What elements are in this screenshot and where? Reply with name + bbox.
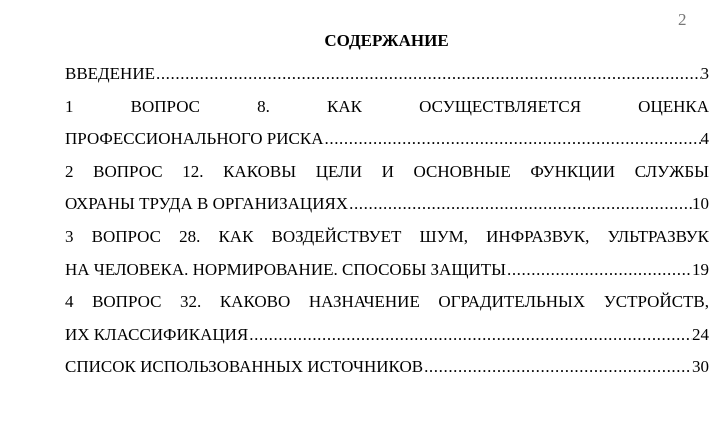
- toc-entry-title-line: 3 ВОПРОС 28. КАК ВОЗДЕЙСТВУЕТ ШУМ, ИНФРАЗВУК, УЛЬТРАЗВУК: [65, 226, 709, 246]
- toc-entry-introduction[interactable]: [65, 60, 709, 93]
- leader-dots: [248, 321, 692, 354]
- page-title: СОДЕРЖАНИЕ: [324, 31, 449, 50]
- toc-entry-title: ПРОФЕССИОНАЛЬНОГО РИСКА: [65, 129, 324, 149]
- toc-entry-question-32[interactable]: [65, 288, 709, 353]
- toc-entry-references[interactable]: [65, 353, 709, 386]
- toc-page-number: 30: [692, 357, 709, 377]
- toc-entry-title-line: 1 ВОПРОС 8. КАК ОСУЩЕСТВЛЯЕТСЯ ОЦЕНКА: [65, 96, 709, 116]
- toc-entry-title: СПИСОК ИСПОЛЬЗОВАННЫХ ИСТОЧНИКОВ: [65, 357, 424, 377]
- toc-entry-question-8[interactable]: [65, 93, 709, 158]
- toc-page-number: 19: [692, 259, 709, 279]
- leader-dots: [348, 190, 692, 223]
- toc-page-number: 10: [692, 194, 709, 214]
- toc-entry-title: ВВЕДЕНИЕ: [65, 64, 155, 83]
- toc-entry-title: НА ЧЕЛОВЕКА. НОРМИРОВАНИЕ. СПОСОБЫ ЗАЩИТЫ: [65, 259, 506, 279]
- leader-dots: [155, 60, 701, 93]
- toc-page-number: 4: [700, 129, 709, 149]
- toc-entry-question-28[interactable]: [65, 223, 709, 288]
- toc-entry-title-line: 2 ВОПРОС 12. КАКОВЫ ЦЕЛИ И ОСНОВНЫЕ ФУНКЦИИ СЛУЖБЫ: [65, 161, 709, 181]
- toc-entry-title-line: 4 ВОПРОС 32. КАКОВО НАЗНАЧЕНИЕ ОГРАДИТЕЛЬНЫХ УСТРОЙСТВ,: [65, 292, 709, 312]
- leader-dots: [324, 125, 701, 158]
- toc-page-number: 3: [700, 64, 709, 83]
- page-number: 2: [678, 10, 687, 29]
- leader-dots: [423, 353, 692, 386]
- table-of-contents: [65, 60, 709, 386]
- toc-page-number: 24: [692, 324, 709, 344]
- leader-dots: [506, 256, 692, 289]
- toc-entry-question-12[interactable]: [65, 158, 709, 223]
- toc-entry-title: ИХ КЛАССИФИКАЦИЯ: [65, 324, 249, 344]
- toc-entry-title: ОХРАНЫ ТРУДА В ОРГАНИЗАЦИЯХ: [65, 194, 349, 214]
